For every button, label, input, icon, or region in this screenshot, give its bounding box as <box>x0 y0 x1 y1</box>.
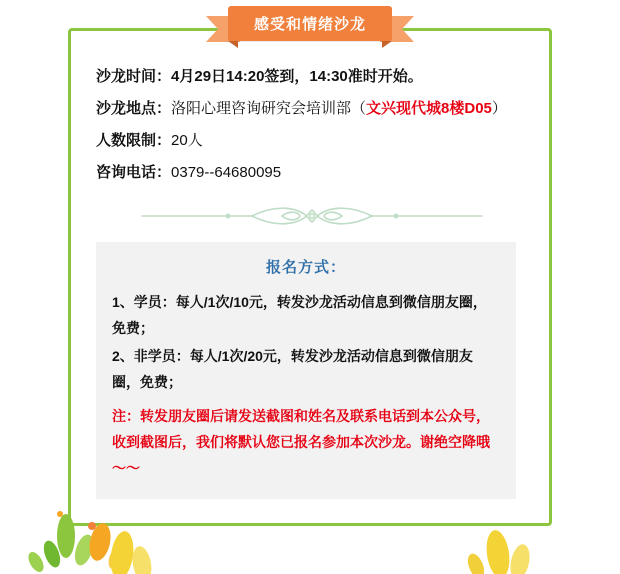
info-label-location: 沙龙地点： <box>96 100 172 117</box>
signup-note: 注：转发朋友圈后请发送截图和姓名及联系电话到本公众号，收到截图后，我们将默认您已报名参加本次沙龙。谢绝空降哦～～ <box>112 408 490 476</box>
info-value-location: 洛阳心理咨询研究会培训部（ <box>171 100 367 117</box>
ornament-divider <box>96 204 528 228</box>
ribbon-notch-right-icon <box>382 41 392 48</box>
info-value-phone: 0379--64680095 <box>171 164 282 181</box>
banner-title: 感受和情绪沙龙 <box>228 6 392 41</box>
poster-content <box>96 62 528 499</box>
info-label-phone: 咨询电话： <box>96 164 172 181</box>
corn-right-icon <box>465 529 533 574</box>
signup-rule-student: 1、学员：每人/1次/10元，转发沙龙活动信息到微信朋友圈，免费； <box>112 294 487 336</box>
info-row-limit <box>96 126 528 156</box>
info-value-location-highlight: 文兴现代城8楼D05 <box>366 100 492 117</box>
flourish-icon <box>132 204 492 228</box>
banner-area <box>0 6 620 41</box>
info-row-time <box>96 62 528 92</box>
signup-title: 报名方式： <box>265 259 346 276</box>
info-row-location <box>96 94 528 124</box>
ribbon-notch-left-icon <box>228 41 238 48</box>
info-row-phone <box>96 158 528 188</box>
info-label-limit: 人数限制： <box>96 132 172 149</box>
corn-center-icon <box>108 530 154 574</box>
info-value-time: 4月29日14:20签到，14:30准时开始。 <box>171 68 423 85</box>
signup-box <box>96 242 516 499</box>
info-value-location-suffix: ） <box>491 100 507 117</box>
info-label-time: 沙龙时间： <box>96 68 172 85</box>
signup-rule-nonstudent: 2、非学员：每人/1次/20元，转发沙龙活动信息到微信朋友圈，免费； <box>112 348 473 390</box>
info-value-limit: 20人 <box>171 132 203 149</box>
